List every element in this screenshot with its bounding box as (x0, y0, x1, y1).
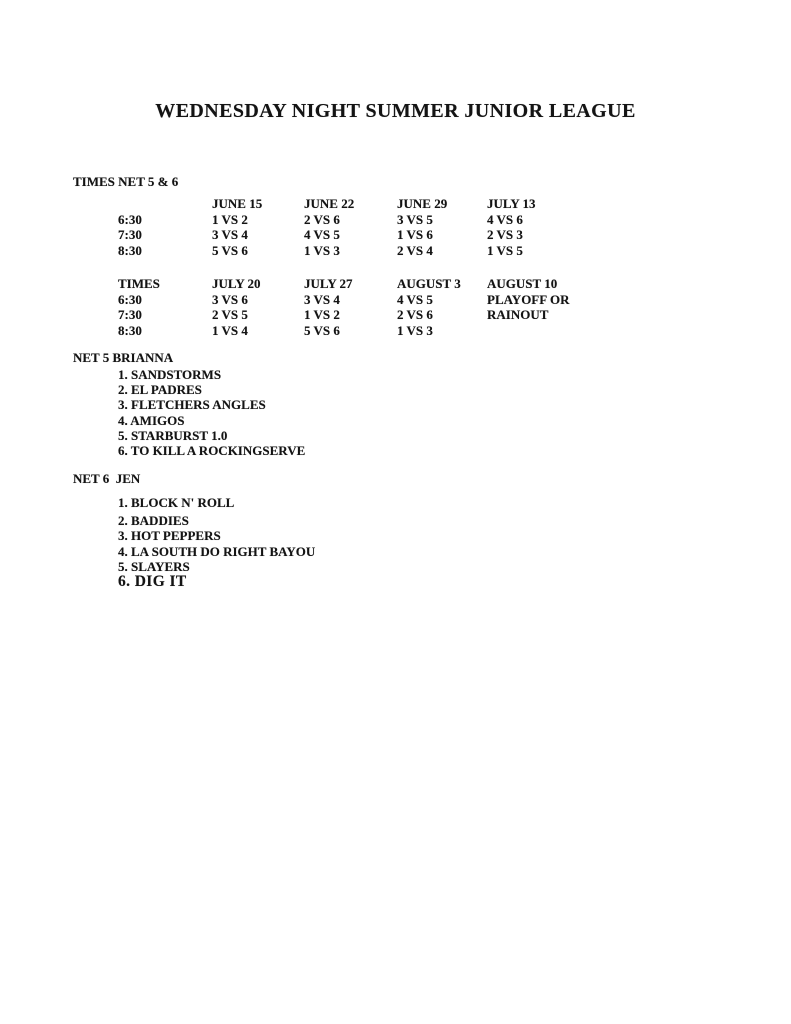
matchup: PLAYOFF OR (487, 291, 570, 307)
column-header: JULY 13 (487, 196, 536, 211)
net6-heading: NET 6 JEN (73, 471, 141, 486)
team-item: 2. BADDIES (118, 513, 189, 529)
matchup: 3 VS 4 (304, 291, 340, 307)
matchup: 1 VS 6 (397, 227, 433, 243)
net6-roster (118, 495, 315, 591)
team-item: 6. DIG IT (118, 573, 187, 591)
column-header: JUNE 22 (304, 196, 355, 211)
net5-heading: NET 5 BRIANNA (73, 350, 174, 365)
team-item: 3. HOT PEPPERS (118, 528, 221, 544)
matchup: 5 VS 6 (304, 322, 340, 338)
time-label: 6:30 (118, 211, 142, 227)
matchup: 2 VS 4 (397, 242, 433, 258)
team-item: 1. BLOCK N' ROLL (118, 495, 235, 510)
matchup: 2 VS 6 (397, 307, 433, 323)
team-item: 2. EL PADRES (118, 382, 202, 398)
matchup: 3 VS 4 (212, 227, 248, 243)
team-item: 4. LA SOUTH DO RIGHT BAYOU (118, 543, 316, 559)
time-label: 6:30 (118, 291, 142, 307)
matchup: 4 VS 5 (304, 227, 340, 243)
matchup: 1 VS 4 (212, 322, 248, 338)
column-header: JULY 27 (304, 276, 353, 291)
column-header: TIMES (118, 276, 160, 291)
matchup: 3 VS 5 (397, 211, 433, 227)
matchup: 1 VS 2 (304, 307, 340, 323)
matchup: 1 VS 2 (212, 211, 248, 227)
matchup: 2 VS 6 (304, 211, 340, 227)
column-header: JUNE 29 (397, 196, 448, 211)
team-item: 3. FLETCHERS ANGLES (118, 397, 266, 413)
team-item: 1. SANDSTORMS (118, 367, 222, 382)
matchup: 1 VS 3 (397, 322, 433, 338)
time-label: 7:30 (118, 307, 142, 323)
team-item: 5. SLAYERS (118, 558, 190, 574)
time-label: 8:30 (118, 242, 142, 258)
matchup: 1 VS 3 (304, 242, 340, 258)
team-item: 5. STARBURST 1.0 (118, 427, 228, 443)
schedule-heading: TIMES NET 5 & 6 (73, 174, 179, 189)
matchup: RAINOUT (487, 307, 549, 323)
page-title: WEDNESDAY NIGHT SUMMER JUNIOR LEAGUE (155, 100, 636, 122)
column-header: AUGUST 3 (397, 276, 461, 291)
matchup: 4 VS 6 (487, 211, 523, 227)
matchup: 2 VS 5 (212, 307, 248, 323)
column-header: AUGUST 10 (487, 276, 558, 291)
net5-roster (118, 367, 305, 458)
matchup: 2 VS 3 (487, 227, 523, 243)
matchup: 4 VS 5 (397, 291, 433, 307)
time-label: 8:30 (118, 322, 142, 338)
column-header: JULY 20 (212, 276, 261, 291)
team-item: 4. AMIGOS (118, 412, 185, 428)
matchup: 3 VS 6 (212, 291, 248, 307)
time-label: 7:30 (118, 227, 142, 243)
team-item: 6. TO KILL A ROCKINGSERVE (118, 443, 306, 459)
matchup: 1 VS 5 (487, 242, 523, 258)
matchup: 5 VS 6 (212, 242, 248, 258)
column-header: JUNE 15 (212, 196, 263, 211)
